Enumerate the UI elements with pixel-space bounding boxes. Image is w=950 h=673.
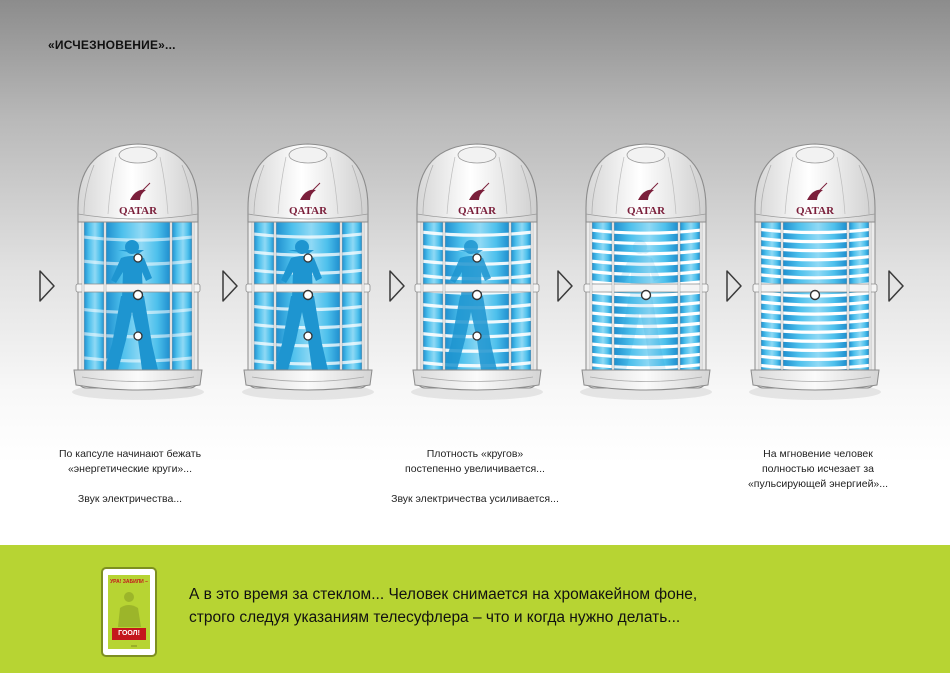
- sensor-knob-icon: [304, 254, 312, 262]
- caption-line: «энергетические круги»...: [67, 463, 193, 475]
- caption-stage-1: [30, 447, 230, 507]
- dome-cap: [458, 147, 496, 163]
- phone-top-text: УРА! ЗАБИЛИ –: [110, 579, 148, 585]
- capsule-3: [411, 144, 543, 400]
- caption-line: Звук электричества усиливается...: [391, 493, 559, 505]
- play-arrow-icon: [223, 271, 237, 301]
- door-knob-icon: [473, 291, 482, 300]
- sensor-knob-icon: [304, 332, 312, 340]
- frame-post: [192, 215, 194, 380]
- frame-post: [847, 215, 849, 380]
- qatar-logo-text: QATAR: [795, 205, 835, 217]
- dome-cap: [627, 147, 665, 163]
- frame-post: [759, 215, 761, 380]
- caption-stage-3: [375, 447, 575, 507]
- caption-line: По капсуле начинают бежать: [58, 448, 202, 460]
- play-arrow-icon: [889, 271, 903, 301]
- frame-post: [509, 215, 511, 380]
- caption-line: Звук электричества...: [77, 493, 183, 505]
- frame-post: [274, 215, 276, 380]
- frame-post: [443, 215, 445, 380]
- dome-cap: [796, 147, 834, 163]
- dome-cap: [289, 147, 327, 163]
- qatar-logo-text: QATAR: [626, 205, 666, 217]
- frame-post: [781, 215, 783, 380]
- caption-line: «пульсирующей энергией»...: [747, 478, 889, 490]
- capsule-base: [413, 370, 541, 390]
- capsule-4: [580, 144, 712, 400]
- caption-line: Плотность «кругов»: [426, 448, 524, 460]
- door-knob-icon: [134, 291, 143, 300]
- frame-post: [612, 215, 614, 380]
- page-title: «ИСЧЕЗНОВЕНИЕ»...: [48, 38, 176, 52]
- frame-post: [421, 215, 423, 380]
- capsule-2: [242, 144, 374, 400]
- capsule-base: [751, 370, 879, 390]
- capsule-base: [244, 370, 372, 390]
- frame-post: [531, 215, 533, 380]
- bottom-line-2: строго следуя указаниям телесуфлера – что и когда нужно делать...: [189, 609, 681, 626]
- glass-panel: [254, 222, 274, 372]
- caption-line: постепенно увеличивается...: [405, 463, 545, 475]
- frame-post: [869, 215, 871, 380]
- glass-panel: [680, 222, 700, 372]
- frame-post: [252, 215, 254, 380]
- frame-post: [590, 215, 592, 380]
- qatar-logo-text: QATAR: [288, 205, 328, 217]
- glass-panel: [342, 222, 362, 372]
- frame-post: [678, 215, 680, 380]
- frame-post: [340, 215, 342, 380]
- phone-screen: [108, 575, 150, 649]
- door-knob-icon: [642, 291, 651, 300]
- frame-post: [82, 215, 84, 380]
- door-knob-icon: [811, 291, 820, 300]
- sensor-knob-icon: [134, 254, 142, 262]
- caption-line: полностью исчезает за: [762, 463, 874, 475]
- play-arrow-icon: [40, 271, 54, 301]
- play-arrow-icon: [558, 271, 572, 301]
- phone-home-indicator: [131, 645, 137, 647]
- sensor-knob-icon: [473, 332, 481, 340]
- sensor-knob-icon: [473, 254, 481, 262]
- door-knob-icon: [304, 291, 313, 300]
- qatar-logo-text: QATAR: [118, 205, 158, 217]
- glass-panel: [172, 222, 192, 372]
- frame-post: [362, 215, 364, 380]
- play-arrow-icon: [390, 271, 404, 301]
- glass-panel: [84, 222, 104, 372]
- capsule-1: [72, 144, 204, 400]
- capsule-base: [582, 370, 710, 390]
- capsule-base: [74, 370, 202, 390]
- frame-post: [700, 215, 702, 380]
- capsule-5: [749, 144, 881, 400]
- teleprompter-phone-image: [101, 567, 157, 657]
- caption-stage-5: [718, 447, 918, 492]
- glass-panel: [592, 222, 612, 372]
- caption-line: На мгновение человек: [763, 448, 873, 460]
- dome-cap: [119, 147, 157, 163]
- play-arrow-icon: [727, 271, 741, 301]
- frame-post: [104, 215, 106, 380]
- qatar-logo-text: QATAR: [457, 205, 497, 217]
- bottom-line-1: А в это время за стеклом... Человек снимается на хромакейном фоне,: [189, 586, 698, 603]
- sensor-knob-icon: [134, 332, 142, 340]
- frame-post: [170, 215, 172, 380]
- phone-goal-text: ГООЛ!: [112, 628, 146, 640]
- bottom-description: [189, 583, 697, 629]
